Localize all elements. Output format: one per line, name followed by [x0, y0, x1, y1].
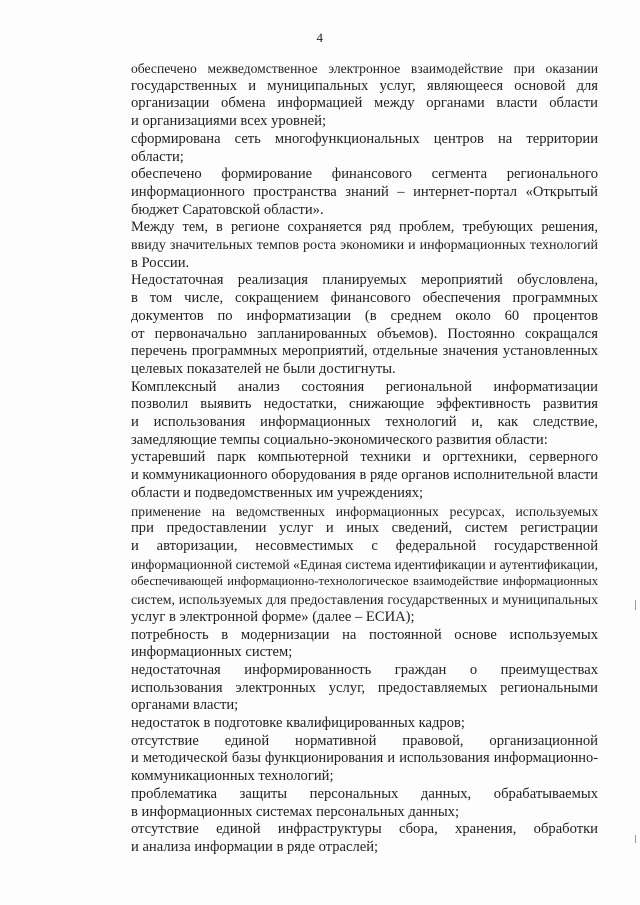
paragraph — [95, 662, 598, 715]
text-line: систем, используемых для предоставления государственных и муниципальных — [131, 592, 598, 608]
text-line: Комплексный анализ состояния региональной информатизации — [131, 378, 598, 395]
paragraph — [95, 449, 598, 502]
document-body — [95, 60, 598, 857]
text-line: бюджет Саратовской области». — [131, 201, 324, 218]
paragraph — [95, 715, 598, 733]
text-line: ввиду значительных темпов роста экономики и информационных технологий — [131, 238, 598, 254]
text-line: при предоставлении услуг и иных сведений, систем регистрации — [131, 520, 598, 537]
text-line: потребность в модернизации на постоянной основе используемых — [131, 626, 598, 643]
scan-edge-mark — [635, 600, 636, 610]
paragraph — [95, 219, 598, 272]
text-line: от первоначально запланированных объемов). Постоянно сокращался — [131, 325, 598, 342]
text-line: устаревший парк компьютерной техники и оргтехники, серверного — [131, 449, 598, 466]
page-number: 4 — [316, 30, 324, 45]
text-line: и организациями всех уровней; — [131, 113, 327, 130]
text-line: обеспечено межведомственное электронное взаимодействие при оказании — [131, 61, 598, 76]
paragraph — [95, 821, 598, 856]
text-line: проблематика защиты персональных данных, обрабатываемых — [131, 785, 598, 802]
text-line: замедляющие темпы социально-экономического развития области: — [131, 431, 548, 448]
paragraph — [95, 131, 598, 166]
paragraph — [95, 166, 598, 219]
text-line: в том числе, сокращением финансового обеспечения программных — [131, 290, 598, 307]
text-line: позволил выявить недостатки, снижающие эффективность развития — [131, 396, 598, 413]
text-line: информационной системой «Единая система идентификации и аутентификации, — [131, 556, 599, 572]
paragraph — [95, 786, 598, 821]
text-line: и использования информационных технологий и, как следствие, — [131, 414, 598, 431]
text-line: отсутствие единой инфраструктуры сбора, хранения, обработки — [131, 821, 598, 838]
text-line: организации обмена информацией между органами власти области — [131, 95, 598, 112]
text-line: недостаточная информированность граждан о преимуществах — [131, 661, 598, 678]
text-line: обеспечено формирование финансового сегмента регионального — [131, 166, 598, 183]
text-line: государственных и муниципальных услуг, являющееся основой для — [131, 77, 598, 94]
text-line: и анализа информации в ряде отраслей; — [131, 838, 379, 855]
paragraph — [95, 60, 598, 131]
text-line: отсутствие единой нормативной правовой, организационной — [131, 732, 598, 749]
text-line: целевых показателей не были достигнуты. — [131, 360, 396, 377]
scan-edge-mark — [635, 835, 636, 843]
text-line: Недостаточная реализация планируемых мероприятий обусловлена, — [131, 272, 598, 289]
text-line: и методической базы функционирования и использования информационно- — [131, 750, 598, 767]
text-line: области; — [131, 148, 184, 165]
paragraph — [95, 503, 598, 627]
paragraph — [95, 627, 598, 662]
text-line: и коммуникационного оборудования в ряде органов исполнительной власти — [131, 467, 598, 484]
text-line: коммуникационных технологий; — [131, 768, 334, 785]
text-line: сформирована сеть многофункциональных центров на территории — [131, 130, 598, 147]
text-line: информационного пространства знаний – интернет-портал «Открытый — [131, 183, 598, 200]
text-line: и авторизации, несовместимых с федеральной государственной — [131, 537, 598, 554]
text-line: в России. — [131, 254, 190, 271]
paragraph — [95, 733, 598, 786]
text-line: органами власти; — [131, 697, 239, 714]
paragraph — [95, 379, 598, 450]
paragraph — [95, 272, 598, 378]
text-line: информационных систем; — [131, 644, 293, 661]
text-line: применение на ведомственных информационных ресурсах, используемых — [131, 503, 598, 519]
text-line: перечень программных мероприятий, отдельные значения установленных — [131, 343, 598, 360]
text-line: Между тем, в регионе сохраняется ряд проблем, требующих решения, — [131, 219, 598, 236]
text-line: использования электронных услуг, предоставляемых региональными — [131, 679, 598, 696]
text-line: обеспечивающей информационно-технологическое взаимодействие информационных — [131, 574, 598, 589]
text-line: недостаток в подготовке квалифицированных кадров; — [131, 715, 465, 732]
text-line: в информационных системах персональных данных; — [131, 803, 460, 820]
text-line: документов по информатизации (в среднем около 60 процентов — [131, 307, 598, 324]
text-line: области и подведомственных им учреждениях; — [131, 484, 424, 501]
text-line: услуг в электронной форме» (далее – ЕСИА); — [131, 608, 415, 625]
